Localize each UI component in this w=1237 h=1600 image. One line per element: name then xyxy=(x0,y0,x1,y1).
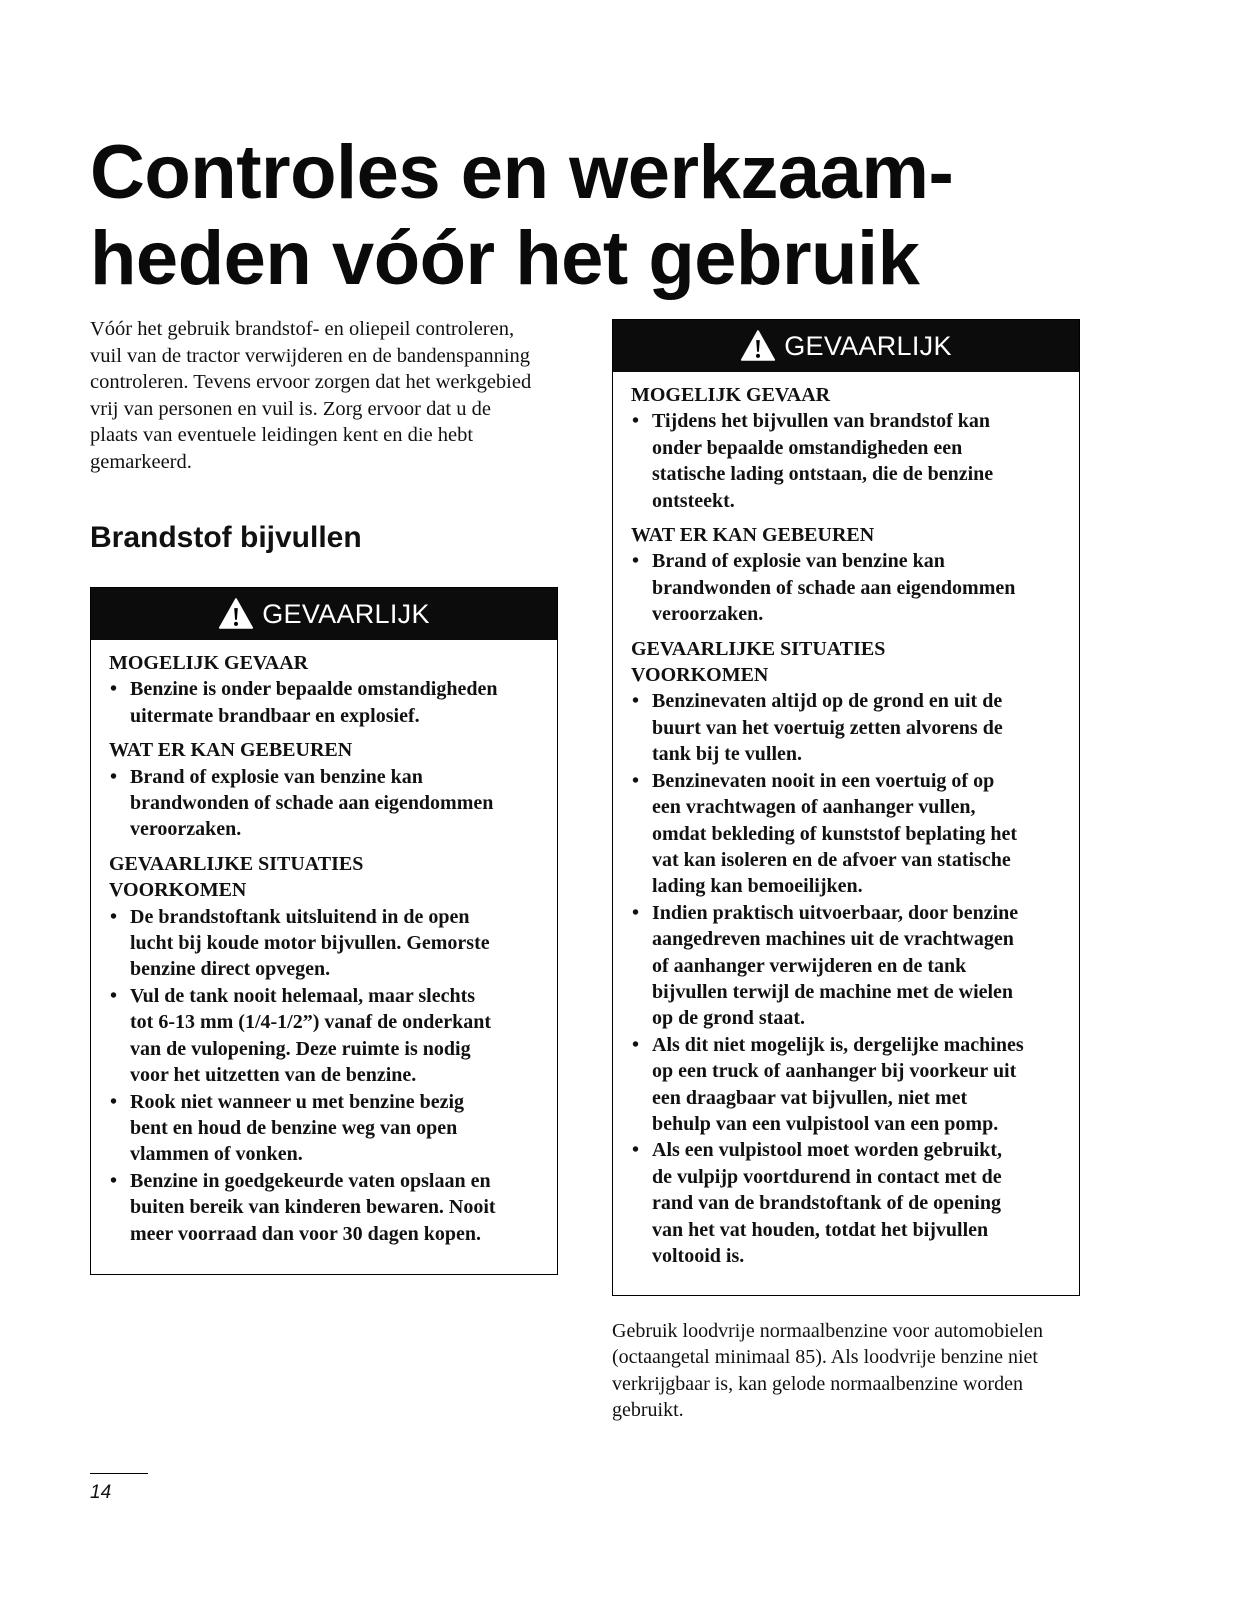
intro-paragraph xyxy=(90,316,570,475)
bullet-line: Als dit niet mogelijk is, dergelijke machines xyxy=(652,1033,1024,1056)
bullet-item xyxy=(631,900,1065,1032)
bullet-line: brandwonden of schade aan eigendommen xyxy=(130,792,494,815)
page-number: 14 xyxy=(90,1482,112,1503)
danger-header xyxy=(613,320,1079,372)
bullet-line: buurt van het voertuig zetten alvorens de xyxy=(652,716,1003,739)
bullet-item xyxy=(631,548,1065,627)
closing-line: Gebruik loodvrije normaalbenzine voor automobielen xyxy=(612,1320,1043,1342)
bullet-line: lading kan bemoeilijken. xyxy=(652,875,863,898)
section-label: GEVAARLIJKE SITUATIES xyxy=(109,852,364,875)
bullet-line: Brand of explosie van benzine kan xyxy=(130,765,423,788)
danger-section xyxy=(631,382,1065,514)
bullet-item xyxy=(631,408,1065,514)
bullet-icon: • xyxy=(632,769,640,792)
bullet-line: tot 6-13 mm (1/4-1/2”) vanaf de onderkant xyxy=(130,1011,492,1034)
closing-line: gebruikt. xyxy=(612,1398,684,1421)
page-title-line-2: heden vóór het gebruik xyxy=(90,216,920,301)
intro-line: vuil van de tractor verwijderen en de bandenspanning xyxy=(90,344,531,367)
warning-triangle-icon xyxy=(218,597,254,630)
closing-line: (octaangetal minimaal 85). Als loodvrije benzine niet xyxy=(612,1346,1038,1369)
danger-body xyxy=(91,640,557,1247)
bullet-icon: • xyxy=(110,678,118,701)
bullet-item xyxy=(631,1032,1065,1138)
bullet-line: behulp van een vulpistool van een pomp. xyxy=(652,1112,999,1135)
bullet-item xyxy=(631,688,1065,767)
bullet-line: Tijdens het bijvullen van brandstof kan xyxy=(652,410,991,433)
bullet-icon: • xyxy=(110,765,118,788)
danger-header-label: GEVAARLIJK xyxy=(784,330,952,361)
danger-body xyxy=(613,372,1079,1269)
danger-header-label: GEVAARLIJK xyxy=(262,598,430,629)
danger-section xyxy=(109,650,543,729)
closing-paragraph xyxy=(612,1318,1092,1423)
bullet-line: bent en houd de benzine weg van open xyxy=(130,1116,458,1139)
bullet-line: ontsteekt. xyxy=(652,489,735,512)
bullet-line: een draagbaar vat bijvullen, niet met xyxy=(652,1086,968,1109)
bullet-line: bijvullen terwijl de machine met de wielen xyxy=(652,980,1014,1003)
bullet-item xyxy=(109,1168,543,1247)
bullet-icon: • xyxy=(632,901,640,924)
footer-rule xyxy=(90,1473,148,1474)
bullet-icon: • xyxy=(110,1169,118,1192)
section-label: VOORKOMEN xyxy=(109,879,247,902)
intro-line: controleren. Tevens ervoor zorgen dat het werkgebied xyxy=(90,371,532,393)
bullet-icon: • xyxy=(110,1090,118,1113)
bullet-line: De brandstoftank uitsluitend in de open xyxy=(130,905,470,928)
bullet-line: benzine direct opvegen. xyxy=(130,958,331,981)
bullet-line: aangedreven machines uit de vrachtwagen xyxy=(652,928,1014,951)
bullet-line: voltooid is. xyxy=(652,1245,745,1267)
bullet-line: statische lading ontstaan, die de benzine xyxy=(652,463,994,486)
bullet-item xyxy=(109,764,543,843)
bullet-line: op een truck of aanhanger bij voorkeur uit xyxy=(652,1060,1017,1083)
bullet-line: brandwonden of schade aan eigendommen xyxy=(652,576,1016,599)
danger-header xyxy=(91,588,557,640)
closing-line: verkrijgbaar is, kan gelode normaalbenzine worden xyxy=(612,1372,1023,1395)
section-label: MOGELIJK GEVAAR xyxy=(109,652,309,674)
bullet-line: Rook niet wanneer u met benzine bezig xyxy=(130,1090,465,1113)
bullet-line: lucht bij koude motor bijvullen. Gemorste xyxy=(130,932,490,955)
bullet-line: op de grond staat. xyxy=(652,1007,805,1030)
bullet-line: vlammen of vonken. xyxy=(130,1143,303,1166)
bullet-line: Brand of explosie van benzine kan xyxy=(652,550,945,573)
danger-section xyxy=(109,737,543,843)
bullet-icon: • xyxy=(632,690,640,713)
section-label: WAT ER KAN GEBEUREN xyxy=(631,524,875,547)
bullet-line: tank bij te vullen. xyxy=(652,743,803,766)
bullet-icon: • xyxy=(632,1139,640,1162)
section-label: VOORKOMEN xyxy=(631,664,769,687)
bullet-line: omdat bekleding of kunststof beplating het xyxy=(652,822,1018,845)
danger-section xyxy=(631,522,1065,628)
bullet-item xyxy=(109,1089,543,1168)
bullet-line: vat kan isoleren en de afvoer van statische xyxy=(652,848,1011,871)
intro-line: plaats van eventuele leidingen kent en die hebt xyxy=(90,424,474,446)
bullet-item xyxy=(109,904,543,983)
bullet-line: meer voorraad dan voor 30 dagen kopen. xyxy=(130,1222,481,1245)
bullet-icon: • xyxy=(632,410,640,433)
section-label: MOGELIJK GEVAAR xyxy=(631,384,831,406)
intro-line: vrij van personen en vuil is. Zorg ervoor dat u de xyxy=(90,397,491,420)
bullet-line: uitermate brandbaar en explosief. xyxy=(130,704,420,727)
danger-section xyxy=(109,851,543,1247)
bullet-line: Vul de tank nooit helemaal, maar slechts xyxy=(130,984,476,1007)
bullet-item xyxy=(631,768,1065,900)
bullet-line: Benzinevaten altijd op de grond en uit de xyxy=(652,690,1003,713)
bullet-line: van de vulopening. Deze ruimte is nodig xyxy=(130,1037,471,1060)
bullet-icon: • xyxy=(632,1033,640,1056)
bullet-line: voor het uitzetten van de benzine. xyxy=(130,1064,417,1087)
bullet-line: veroorzaken. xyxy=(652,603,764,626)
bullet-line: de vulpijp voortdurend in contact met de xyxy=(652,1165,1002,1188)
section-label: WAT ER KAN GEBEUREN xyxy=(109,739,353,762)
bullet-line: Benzine is onder bepaalde omstandigheden xyxy=(130,678,498,701)
bullet-item xyxy=(631,1137,1065,1269)
bullet-line: veroorzaken. xyxy=(130,818,242,841)
bullet-line: Benzine in goedgekeurde vaten opslaan en xyxy=(130,1169,491,1192)
danger-box-right xyxy=(612,319,1080,1296)
bullet-line: Als een vulpistool moet worden gebruikt, xyxy=(652,1139,1002,1162)
bullet-icon: • xyxy=(110,905,118,928)
bullet-line: of aanhanger verwijderen en de tank xyxy=(652,954,967,977)
danger-box-left xyxy=(90,587,558,1275)
bullet-line: van het vat houden, totdat het bijvullen xyxy=(652,1218,989,1241)
page-title-line-1: Controles en werkzaam- xyxy=(90,130,954,215)
warning-triangle-icon xyxy=(740,329,776,362)
intro-line: gemarkeerd. xyxy=(90,450,192,473)
bullet-item xyxy=(109,983,543,1089)
bullet-line: Benzinevaten nooit in een voertuig of op xyxy=(652,769,995,792)
bullet-icon: • xyxy=(632,550,640,573)
section-label: GEVAARLIJKE SITUATIES xyxy=(631,637,886,660)
bullet-line: buiten bereik van kinderen bewaren. Nooit xyxy=(130,1196,496,1219)
bullet-line: Indien praktisch uitvoerbaar, door benzine xyxy=(652,901,1019,924)
bullet-line: een vrachtwagen of aanhanger vullen, xyxy=(652,796,976,819)
page-title xyxy=(90,130,990,302)
section-heading: Brandstof bijvullen xyxy=(90,521,362,554)
bullet-item xyxy=(109,676,543,729)
bullet-icon: • xyxy=(110,984,118,1007)
danger-section xyxy=(631,636,1065,1270)
bullet-line: onder bepaalde omstandigheden een xyxy=(652,436,963,459)
intro-line: Vóór het gebruik brandstof- en oliepeil controleren, xyxy=(90,318,515,340)
bullet-line: rand van de brandstoftank of de opening xyxy=(652,1192,1001,1215)
